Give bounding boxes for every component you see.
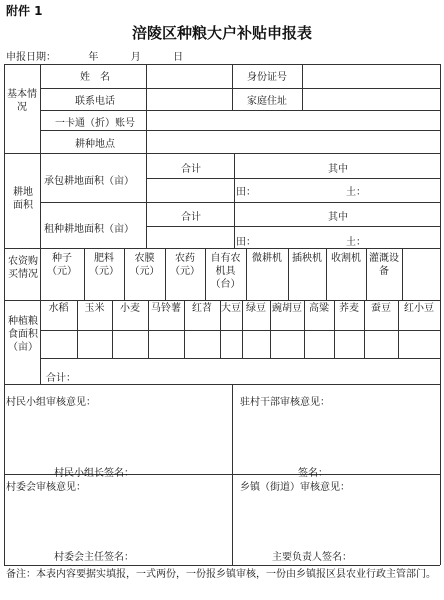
lease-soil-label: 土： <box>346 237 366 248</box>
purchase-item-label: 农药（元） <box>170 253 200 277</box>
grid-line <box>40 64 41 384</box>
purchase-item-label: 收割机 <box>331 253 361 264</box>
grid-line <box>4 64 440 65</box>
address-label: 家庭住址 <box>247 96 287 107</box>
form-title: 涪陵区种粮大户补贴申报表 <box>131 24 312 42</box>
crop-label: 马铃薯 <box>151 303 181 314</box>
grid-line <box>40 358 440 359</box>
crop-label: 荞麦 <box>339 303 359 314</box>
grid-line <box>366 248 367 300</box>
crop-label: 红小豆 <box>404 303 434 314</box>
planting-total-label: 合计： <box>46 373 76 384</box>
grid-line <box>40 130 440 131</box>
contract-soil-label: 土： <box>346 187 366 198</box>
date-day: 日 <box>173 52 184 63</box>
grid-line <box>146 153 147 248</box>
grid-line <box>4 565 440 566</box>
crop-label: 小麦 <box>120 303 140 314</box>
group-opinion-label: 村民小组审核意见： <box>6 397 96 408</box>
cadre-opinion-label: 驻村干部审核意见： <box>240 397 330 408</box>
grid-line <box>302 64 303 110</box>
date-label: 申报日期： <box>6 52 56 63</box>
date-year: 年 <box>88 52 99 63</box>
lease-among-label: 其中 <box>328 212 348 223</box>
grid-line <box>205 248 206 300</box>
grid-line <box>165 248 166 300</box>
crop-label: 红苕 <box>192 303 212 314</box>
crop-label: 绿豆 <box>246 303 266 314</box>
grid-line <box>4 384 440 385</box>
lease-total-label: 合计 <box>181 212 201 223</box>
grid-line <box>326 248 327 300</box>
group-sign-label: 村民小组长签名： <box>54 468 134 479</box>
contract-total-label: 合计 <box>181 164 201 175</box>
committee-opinion-label: 村委会审核意见： <box>6 482 86 493</box>
name-label: 姓 名 <box>80 72 110 83</box>
grid-line <box>146 178 440 179</box>
purchase-item-label: 微耕机 <box>252 253 282 264</box>
town-sign-label: 主要负责人签名： <box>272 552 352 563</box>
footer-note: 备注：本表内容要据实填报，一式两份，一份报乡镇审核，一份由乡镇报区县农业行政主管部门。 <box>6 569 436 580</box>
id-number-label: 身份证号 <box>247 72 287 83</box>
crop-label: 高粱 <box>309 303 329 314</box>
grid-line <box>4 248 440 249</box>
grid-line <box>4 300 440 301</box>
purchase-item-label: 肥料（元） <box>89 253 119 277</box>
grid-line <box>84 248 85 300</box>
purchase-item-label: 自有农机具（台） <box>210 253 241 290</box>
planting-section-label: 种植粮食面积（亩） <box>8 316 38 353</box>
grid-line <box>288 248 289 300</box>
land-section-label: 耕地面积 <box>13 187 33 211</box>
crop-label: 豌胡豆 <box>272 303 302 314</box>
crop-label: 玉米 <box>84 303 105 314</box>
date-row <box>6 48 183 63</box>
purchase-section-label: 农资购买情况 <box>8 256 38 280</box>
grid-line <box>146 226 440 227</box>
grid-line <box>4 153 440 154</box>
date-month: 月 <box>130 52 141 63</box>
grid-line <box>4 64 5 565</box>
grid-line <box>246 248 247 300</box>
committee-sign-label: 村委会主任签名： <box>54 552 134 563</box>
cadre-sign-label: 签名： <box>298 468 328 479</box>
purchase-item-label: 农膜（元） <box>129 253 160 277</box>
grid-line <box>440 64 441 565</box>
grid-line <box>40 110 440 111</box>
contract-land-label: 承包耕地面积（亩） <box>44 176 134 187</box>
grid-line <box>402 248 403 300</box>
grid-line <box>124 248 125 300</box>
purchase-item-label: 种子（元） <box>47 253 77 277</box>
contract-field-label: 田： <box>236 187 256 198</box>
phone-label: 联系电话 <box>75 96 115 107</box>
purchase-item-label: 插秧机 <box>292 253 322 264</box>
attachment-label: 附件 1 <box>6 4 43 18</box>
basic-section-label: 基本情况 <box>7 89 37 113</box>
crop-label: 大豆 <box>221 303 241 314</box>
lease-field-label: 田： <box>236 237 256 248</box>
purchase-item-label: 灌溉设备 <box>369 253 399 277</box>
crop-label: 水稻 <box>48 303 69 314</box>
lease-land-label: 租种耕地面积（亩） <box>44 224 134 235</box>
contract-among-label: 其中 <box>328 164 348 175</box>
location-label: 耕种地点 <box>75 139 115 150</box>
grid-line <box>40 202 440 203</box>
town-opinion-label: 乡镇（街道）审核意见： <box>240 482 350 493</box>
grid-line <box>40 88 440 89</box>
account-label: 一卡通（折）账号 <box>55 118 135 129</box>
grid-line <box>40 330 440 331</box>
crop-label: 蚕豆 <box>371 303 391 314</box>
